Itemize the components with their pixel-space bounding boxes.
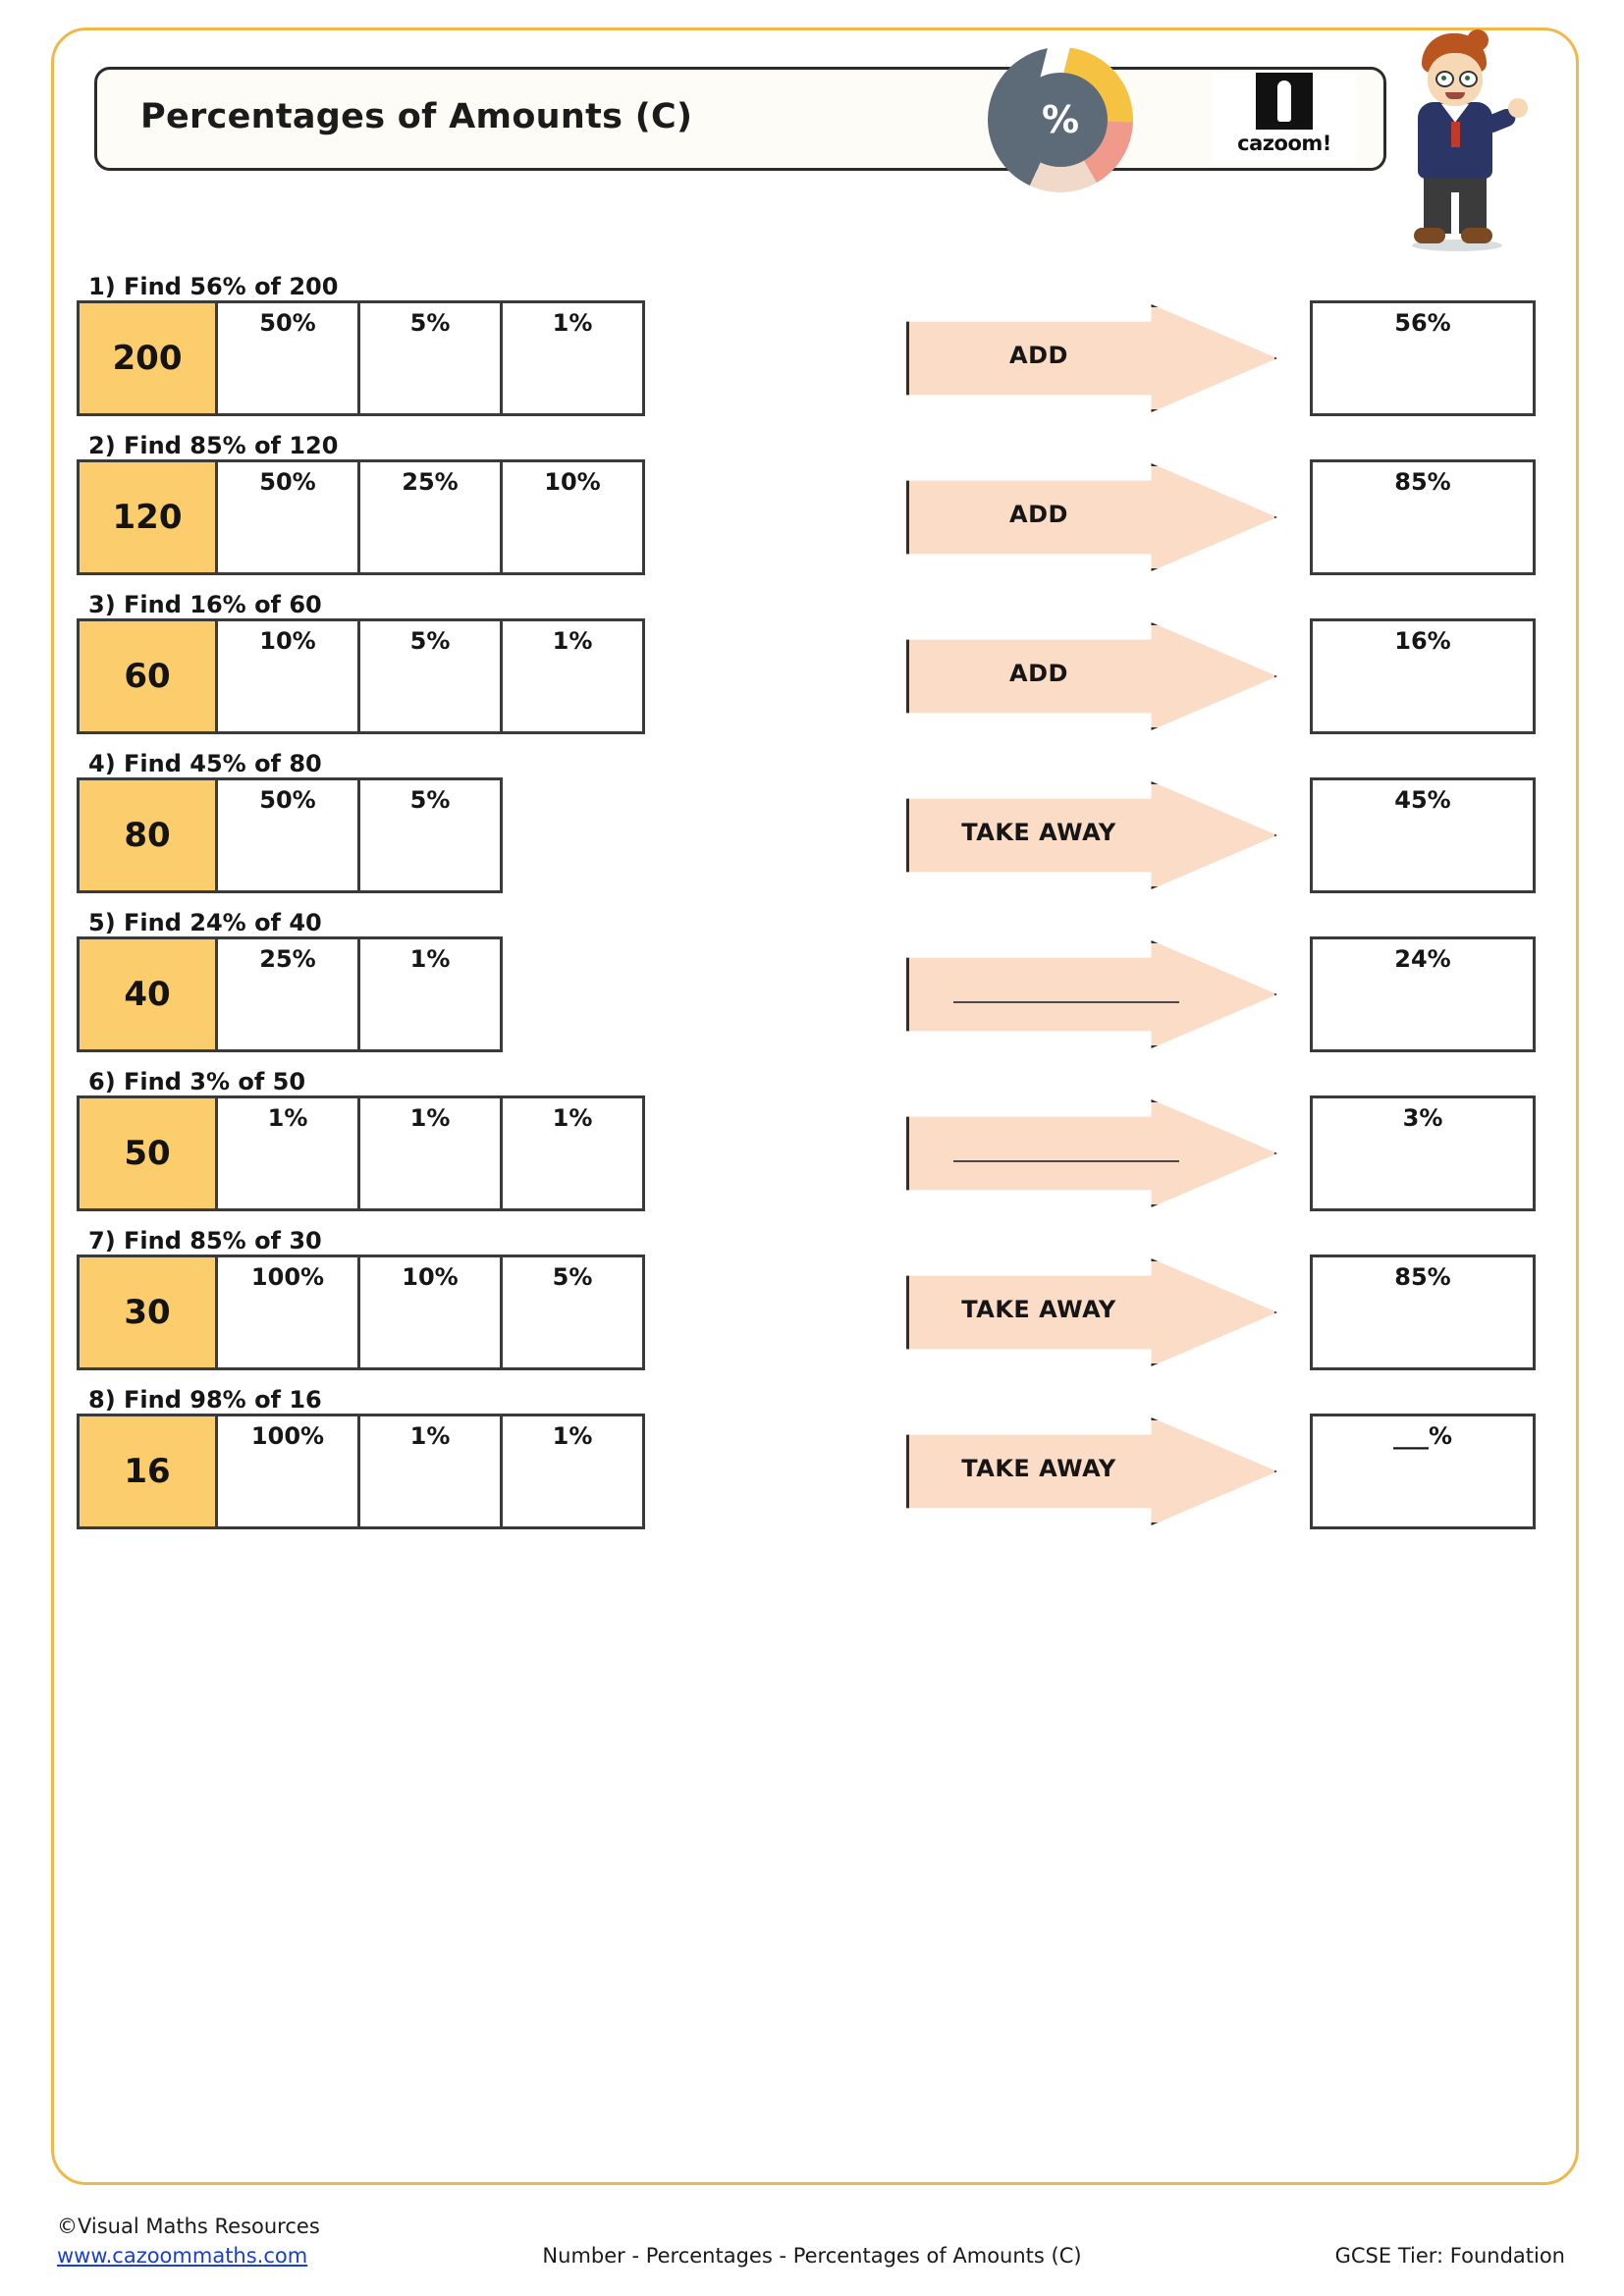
step-answer-box[interactable] (218, 777, 360, 893)
step-percent-label: 1% (409, 1422, 451, 1450)
percent-donut-icon (988, 47, 1133, 192)
page-title: Percentages of Amounts (C) (140, 97, 693, 136)
step-answer-box[interactable] (360, 777, 503, 893)
step-answer-box[interactable] (360, 1255, 503, 1370)
step-percent-label: 5% (552, 1263, 593, 1291)
amount-box: 50 (77, 1095, 218, 1211)
final-answer-box[interactable] (1310, 300, 1536, 416)
answer-percent-label: ___% (1392, 1422, 1453, 1450)
operation-arrow (906, 304, 1277, 412)
amount-box: 120 (77, 459, 218, 575)
footer-copyright: ©Visual Maths Resources (57, 2215, 320, 2238)
operation-arrow (906, 463, 1277, 571)
arrow-shape-icon (906, 1099, 1277, 1207)
final-answer-box[interactable] (1310, 1255, 1536, 1370)
step-percent-label: 1% (267, 1104, 308, 1132)
step-percent-label: 50% (259, 309, 316, 337)
operation-label: TAKE AWAY (961, 1296, 1116, 1323)
amount-box: 40 (77, 936, 218, 1052)
step-percent-label: 1% (409, 945, 451, 973)
question-prompt: 4) Find 45% of 80 (88, 750, 322, 777)
final-answer-box[interactable] (1310, 1095, 1536, 1211)
operation-arrow (906, 940, 1277, 1048)
final-answer-box[interactable] (1310, 618, 1536, 734)
answer-percent-label: 85% (1394, 1263, 1451, 1291)
question-prompt: 5) Find 24% of 40 (88, 909, 322, 936)
amount-box: 80 (77, 777, 218, 893)
step-percent-label: 1% (552, 309, 593, 337)
operation-label: ADD (1009, 660, 1068, 687)
step-answer-box[interactable] (503, 300, 645, 416)
step-percent-label: 10% (402, 1263, 459, 1291)
operation-arrow (906, 1099, 1277, 1207)
step-answer-box[interactable] (503, 618, 645, 734)
step-answer-box[interactable] (360, 300, 503, 416)
worksheet-header (94, 67, 1386, 171)
footer-topic: Number - Percentages - Percentages of Amounts (C) (542, 2244, 1082, 2268)
question-prompt: 1) Find 56% of 200 (88, 273, 339, 300)
step-answer-box[interactable] (503, 1255, 645, 1370)
operation-arrow (906, 1417, 1277, 1525)
operation-blank-line[interactable] (953, 1001, 1179, 1003)
step-percent-label: 1% (552, 1422, 593, 1450)
question-prompt: 8) Find 98% of 16 (88, 1386, 322, 1414)
step-percent-label: 1% (409, 1104, 451, 1132)
footer-tier: GCSE Tier: Foundation (1334, 2244, 1565, 2268)
operation-arrow (906, 1258, 1277, 1366)
step-answer-box[interactable] (360, 1095, 503, 1211)
amount-box: 16 (77, 1414, 218, 1529)
answer-percent-label: 16% (1394, 627, 1451, 655)
final-answer-box[interactable] (1310, 777, 1536, 893)
logo-text: cazoom! (1237, 132, 1331, 155)
step-percent-label: 1% (552, 1104, 593, 1132)
step-percent-label: 5% (409, 786, 451, 814)
answer-percent-label: 85% (1394, 468, 1451, 496)
step-percent-label: 1% (552, 627, 593, 655)
step-percent-label: 50% (259, 468, 316, 496)
amount-box: 200 (77, 300, 218, 416)
operation-arrow (906, 781, 1277, 889)
operation-blank-line[interactable] (953, 1160, 1179, 1162)
operation-label: ADD (1009, 342, 1068, 369)
step-answer-box[interactable] (218, 459, 360, 575)
step-answer-box[interactable] (218, 936, 360, 1052)
arrow-shape-icon (906, 940, 1277, 1048)
step-answer-box[interactable] (218, 1414, 360, 1529)
step-percent-label: 25% (402, 468, 459, 496)
amount-box: 30 (77, 1255, 218, 1370)
answer-percent-label: 45% (1394, 786, 1451, 814)
answer-percent-label: 3% (1402, 1104, 1443, 1132)
cazoom-logo (1212, 73, 1357, 165)
final-answer-box[interactable] (1310, 936, 1536, 1052)
step-answer-box[interactable] (218, 1095, 360, 1211)
step-percent-label: 50% (259, 786, 316, 814)
question-prompt: 7) Find 85% of 30 (88, 1227, 322, 1255)
operation-label: TAKE AWAY (961, 1455, 1116, 1482)
final-answer-box[interactable] (1310, 1414, 1536, 1529)
step-percent-label: 100% (250, 1263, 325, 1291)
question-prompt: 3) Find 16% of 60 (88, 591, 322, 618)
step-answer-box[interactable] (503, 1095, 645, 1211)
operation-label: TAKE AWAY (961, 819, 1116, 846)
step-percent-label: 5% (409, 309, 451, 337)
step-percent-label: 10% (544, 468, 601, 496)
step-answer-box[interactable] (360, 618, 503, 734)
operation-arrow (906, 622, 1277, 730)
step-answer-box[interactable] (218, 1255, 360, 1370)
logo-mark-icon (1256, 73, 1313, 130)
operation-label: ADD (1009, 501, 1068, 528)
step-answer-box[interactable] (360, 936, 503, 1052)
step-percent-label: 100% (250, 1422, 325, 1450)
question-prompt: 6) Find 3% of 50 (88, 1068, 306, 1095)
donut-percent-label: % (1041, 98, 1080, 141)
final-answer-box[interactable] (1310, 459, 1536, 575)
step-answer-box[interactable] (218, 618, 360, 734)
step-answer-box[interactable] (503, 1414, 645, 1529)
answer-percent-label: 24% (1394, 945, 1451, 973)
student-mascot-illustration (1384, 27, 1532, 263)
step-answer-box[interactable] (360, 459, 503, 575)
step-percent-label: 5% (409, 627, 451, 655)
step-answer-box[interactable] (218, 300, 360, 416)
footer-website-link[interactable]: www.cazoommaths.com (57, 2244, 308, 2268)
step-answer-box[interactable] (503, 459, 645, 575)
step-answer-box[interactable] (360, 1414, 503, 1529)
amount-box: 60 (77, 618, 218, 734)
answer-percent-label: 56% (1394, 309, 1451, 337)
step-percent-label: 25% (259, 945, 316, 973)
question-prompt: 2) Find 85% of 120 (88, 432, 339, 459)
step-percent-label: 10% (259, 627, 316, 655)
